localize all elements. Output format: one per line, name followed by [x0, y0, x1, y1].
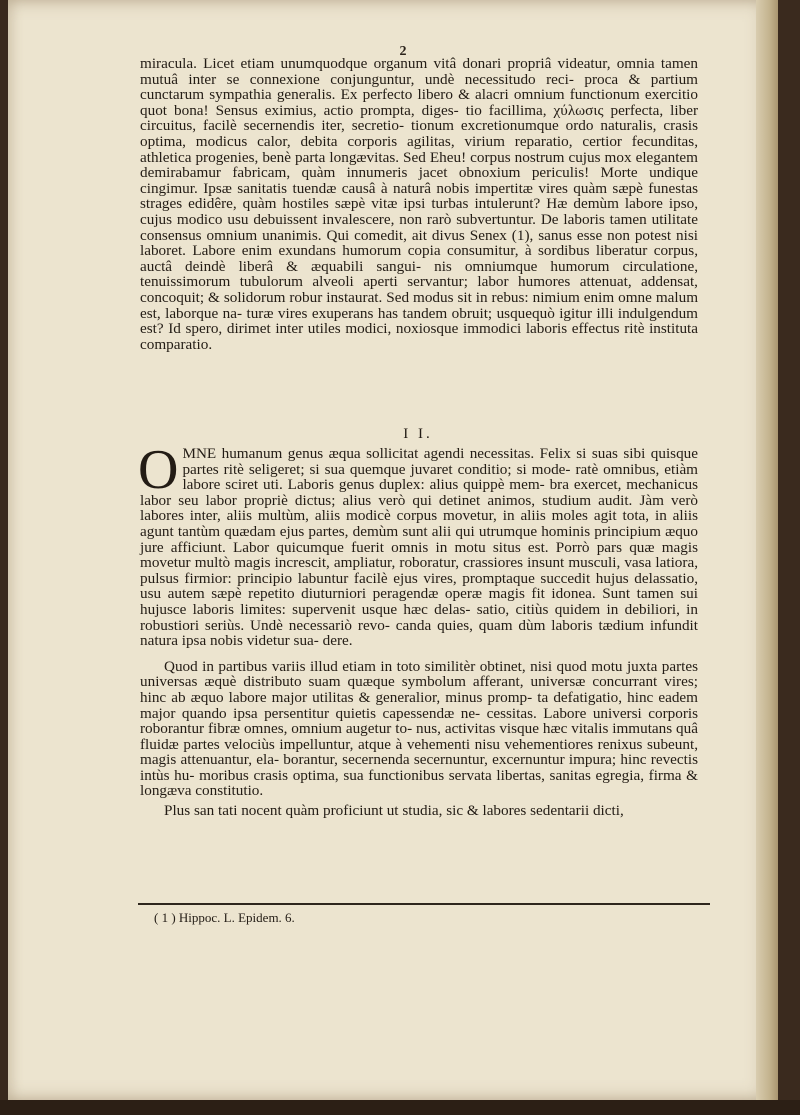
intro-line: turæ vires exuperans has tandem obruit; usquequò igitur illi indulgendum est? [140, 304, 698, 338]
book-page [8, 0, 778, 1100]
para2-line: atque à vehementi nisu vehementiores renixus subeunt, magis attenuantur, ela- [140, 735, 699, 769]
intro-line: consumitur, à sordibus liberatur corpus, auctâ deindè liberâ & æquabili sangui- [140, 242, 698, 275]
section-line: canda quies, quam dùm laboris tædium infundit natura ipsa nobis videtur sua- [140, 616, 698, 650]
section-line: latiora, pulsus firmior: principio labuntur facilè ejus vires, promptaque succedit [140, 554, 698, 587]
intro-line: proca & partium cunctarum sympathia generalis. Ex perfecto libero & alacri [140, 70, 699, 104]
page-gutter-shadow [756, 0, 778, 1100]
footnote-rule [138, 903, 710, 905]
intro-paragraph [140, 56, 698, 352]
section-line: dere. [322, 632, 353, 650]
intro-line: instituta comparatio. [140, 320, 698, 353]
intro-line: strages edidêre, quàm hostiles sæpè vitæ ipsi turbas intulerunt? Hæ demùm [140, 195, 625, 213]
section-line: bra exercet, mechanicus labor seu labor propriè dictus; alius verò qui detinet [140, 476, 698, 509]
intro-line: Senex (1), sanus esse non potest nisi laboret. Labore enim exundans humorum copia [140, 226, 698, 260]
intro-line: instaurat. Sed modus sit in rebus: nimium enim omne malum est, laborque na- [140, 288, 699, 322]
para2-line: juxta partes universas æquè distributo suam quæque symbolum afferant, universæ [140, 657, 698, 691]
section-line: satio, citiùs quidem in debiliori, in robustiori seriùs. Undè necessariò revo- [140, 600, 698, 634]
book-bottom-edge [0, 1100, 800, 1115]
section-line: demùm sunt alii qui utrumque hominis principium æquo jure afficiunt. Labor [140, 522, 698, 556]
section-paragraph-3: Plus san tati nocent quàm proficiunt ut studia, sic & labores sedentarii dicti, [164, 802, 624, 820]
intro-line: De laboris tamen utilitate consensus omnium unanimis. Qui comedit, ait divus [140, 210, 698, 244]
intro-line: omnium functionum exercitio quot bona! Sensus eximius, actio prompta, diges- [140, 86, 698, 119]
section-line: movetur, in aliis moles agit tota, in aliis agunt tantùm quædam ejus partes, [140, 507, 698, 540]
section-paragraph-1 [138, 439, 699, 650]
section-heading: I I. [403, 426, 433, 442]
intro-line: corporis agilitas, virium reparatio, certior fecunditas, athletica progenies, benè [140, 132, 698, 166]
para2-line: Quod in partibus variis illud etiam in toto similitèr obtinet, nisi quod motu [164, 657, 627, 675]
intro-line: servantur; labor humores attenuat, addensat, concoquit; & solidorum robur [140, 273, 698, 306]
intro-line: labore ipso, cujus modico usu debuissent invalescere, non rarò subvertuntur. [140, 195, 698, 228]
intro-line: Id spero, dirimet inter utiles modici, noxiosque immodici laboris effectus ritè [168, 320, 650, 338]
intro-line: fabricam, quàm innumeris jacet obnoxium periculis! Morte undique cingimur. [140, 164, 698, 197]
footnote: ( 1 ) Hippoc. L. Epidem. 6. [154, 910, 295, 925]
section-body [138, 439, 699, 820]
intro-line: Ipsæ sanitatis tuendæ causâ à naturâ nobis impertitæ vires quàm sæpè funestas [203, 179, 698, 197]
para2-line: nus, activitas visque hæc vitalis immutans quâ fluidæ partes velociùs impelluntur, [140, 720, 698, 753]
para2-line: ta defatigatio, hinc eadem major quando ipsa persentitur quietis capessendæ ne- [140, 688, 698, 722]
para2-line: concurrant vires; hinc ab æquo labore major utilitas & generalior, minus promp- [140, 673, 698, 706]
section-line: fit idonea. Sunt tamen sui hujusce laboris limites: supervenit usque hæc delas- [140, 585, 698, 618]
para2-line: moribus crasis optima, sua functionibus servata libertas, sanitas egregia, firma & [199, 766, 698, 784]
page-number: 2 [399, 44, 407, 59]
para2-line: borantur, secernenda secernuntur, excernuntur impura; hinc revectis intùs hu- [140, 751, 698, 784]
intro-line: nis omniumque humorum circulatione, tenuissimorum tubulorum alveoli aperti [140, 257, 698, 291]
drop-cap: O [138, 439, 179, 501]
intro-line: tionum excretionumque ordo naturalis, crasis optima, modicus calor, debita [140, 117, 698, 150]
para2-line: longæva constitutio. [140, 782, 264, 800]
section-line: multò magis increscit, ampliatur, roboratur, crassiores insunt musculi, vasa [194, 554, 656, 572]
para2-line: cessitas. Labore universi corporis roborantur fibræ omnes, omnium augetur to- [140, 704, 699, 738]
section-line: ratè omnibus, etiàm labore sciret uti. Laboris genus duplex: alius quippè mem- [182, 460, 698, 494]
intro-line: miracula. Licet etiam unumquodque organum vitâ donari propriâ videatur, [140, 55, 617, 72]
section-line: animos, studium audit. Jàm verò labores inter, aliis multùm, aliis modicè corpus [140, 491, 699, 525]
section-paragraph-2 [140, 659, 698, 799]
intro-line: omnia tamen mutuâ inter se connexione conjunguntur, undè necessitudo reci- [140, 55, 698, 88]
section-line: quicumque fuerit omnis in motu situs est. Porrò pars quæ magis movetur [140, 538, 698, 572]
section-line: MNE humanum genus æqua sollicitat agendi necessitas. Felix si suas sibi [182, 445, 651, 462]
intro-line: parta longævitas. Sed Eheu! corpus nostrum cujus mox elegantem demirabamur [140, 148, 698, 182]
section-line: quisque partes ritè seligeret; si sua quemque juvaret conditio; si mode- [182, 445, 698, 478]
section-line: hujus delassatio, usu autem sæpè repetito diuturniori peragendæ operæ magis [140, 569, 698, 603]
intro-line: tio facillima, χύλωσις perfecta, liber circuitus, facilè secernendis iter, secretio- [140, 101, 698, 135]
